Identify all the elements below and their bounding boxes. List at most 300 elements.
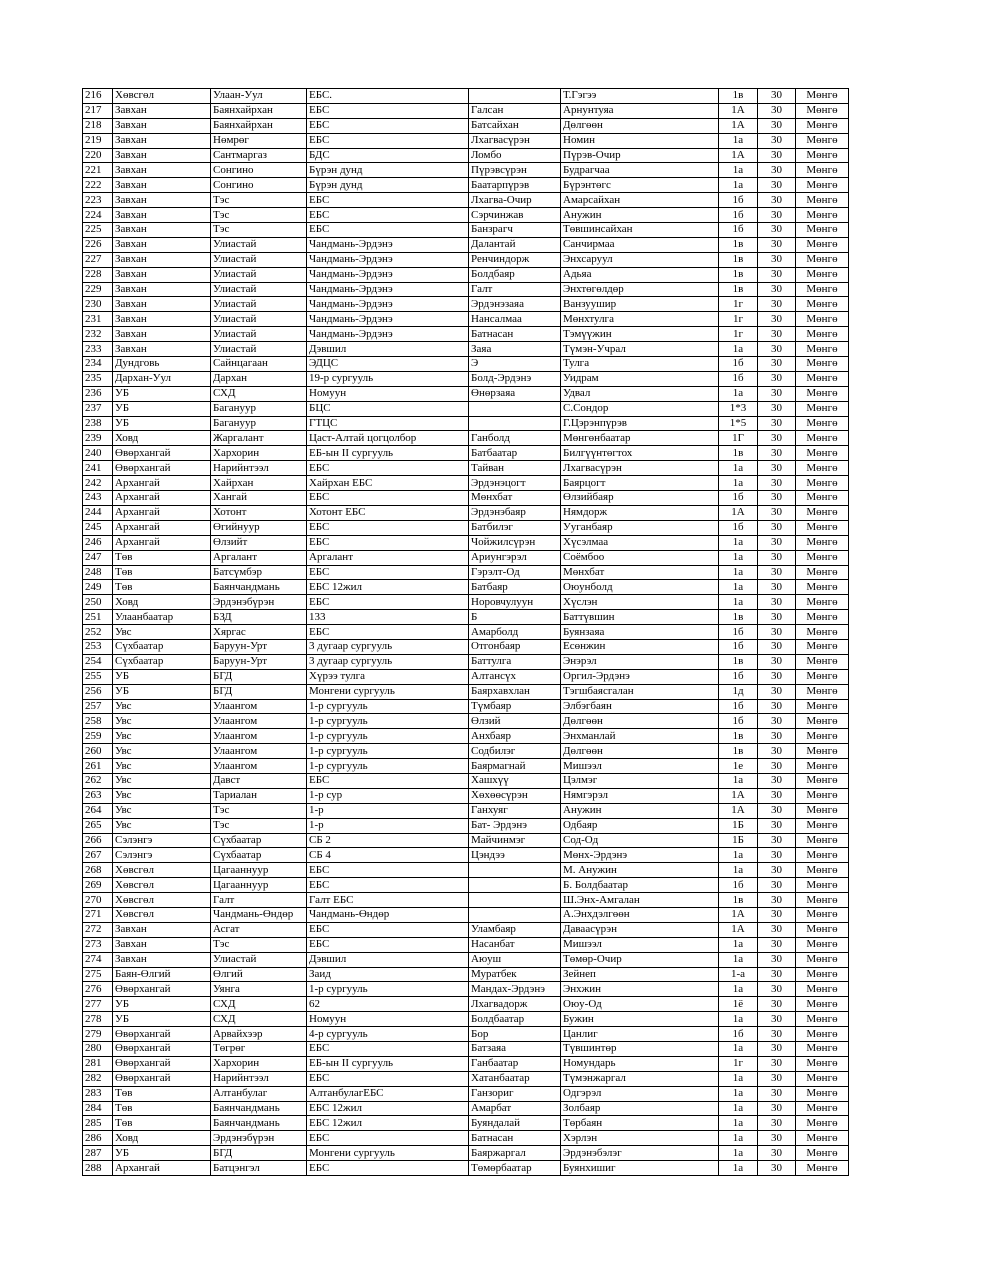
cell-score: 30 xyxy=(758,937,796,952)
cell-soum-district: Улаангом xyxy=(211,759,307,774)
cell-soum-district: Сонгино xyxy=(211,178,307,193)
table-row xyxy=(83,1012,849,1027)
cell-parent-name: Болдбаатар xyxy=(469,1012,561,1027)
table-row xyxy=(83,252,849,267)
cell-student-name: Адьяа xyxy=(561,267,719,282)
table-row xyxy=(83,401,849,416)
cell-medal: Мөнгө xyxy=(796,342,849,357)
cell-medal: Мөнгө xyxy=(796,550,849,565)
cell-province: Увс xyxy=(113,744,211,759)
cell-medal: Мөнгө xyxy=(796,1101,849,1116)
table-row xyxy=(83,237,849,252)
cell-class: 1в xyxy=(719,252,758,267)
cell-medal: Мөнгө xyxy=(796,312,849,327)
cell-row-number: 272 xyxy=(83,922,113,937)
cell-class: 1а xyxy=(719,863,758,878)
cell-row-number: 252 xyxy=(83,625,113,640)
cell-province: Дундговь xyxy=(113,357,211,372)
cell-soum-district: СХД xyxy=(211,386,307,401)
cell-soum-district: БГД xyxy=(211,684,307,699)
cell-medal: Мөнгө xyxy=(796,907,849,922)
cell-medal: Мөнгө xyxy=(796,446,849,461)
cell-soum-district: Өлзийт xyxy=(211,535,307,550)
cell-class: 1в xyxy=(719,610,758,625)
cell-parent-name: Сэрчинжав xyxy=(469,208,561,223)
cell-soum-district: Улаангом xyxy=(211,729,307,744)
cell-score: 30 xyxy=(758,386,796,401)
cell-school: 1-р сур xyxy=(307,788,469,803)
cell-medal: Мөнгө xyxy=(796,669,849,684)
cell-medal: Мөнгө xyxy=(796,148,849,163)
cell-class: 1а xyxy=(719,937,758,952)
cell-score: 30 xyxy=(758,684,796,699)
table-row xyxy=(83,967,849,982)
cell-score: 30 xyxy=(758,446,796,461)
cell-soum-district: Жаргалант xyxy=(211,431,307,446)
cell-class: 1б xyxy=(719,491,758,506)
cell-parent-name: Б xyxy=(469,610,561,625)
cell-school: 1-р сургууль xyxy=(307,982,469,997)
cell-student-name: Бужин xyxy=(561,1012,719,1027)
cell-row-number: 230 xyxy=(83,297,113,312)
table-row xyxy=(83,535,849,550)
table-row xyxy=(83,818,849,833)
cell-school: БДС xyxy=(307,148,469,163)
cell-row-number: 241 xyxy=(83,461,113,476)
cell-medal: Мөнгө xyxy=(796,1056,849,1071)
cell-soum-district: Нөмрөг xyxy=(211,133,307,148)
cell-score: 30 xyxy=(758,312,796,327)
cell-medal: Мөнгө xyxy=(796,476,849,491)
cell-parent-name xyxy=(469,878,561,893)
cell-medal: Мөнгө xyxy=(796,386,849,401)
cell-province: Сүхбаатар xyxy=(113,639,211,654)
cell-school: Хайрхан ЕБС xyxy=(307,476,469,491)
cell-row-number: 233 xyxy=(83,342,113,357)
cell-parent-name: Ариунгэрэл xyxy=(469,550,561,565)
cell-row-number: 258 xyxy=(83,714,113,729)
cell-soum-district: Давст xyxy=(211,773,307,788)
table-row xyxy=(83,937,849,952)
cell-soum-district: Алтанбулаг xyxy=(211,1086,307,1101)
cell-row-number: 277 xyxy=(83,997,113,1012)
cell-score: 30 xyxy=(758,520,796,535)
cell-score: 30 xyxy=(758,327,796,342)
cell-class: 1а xyxy=(719,952,758,967)
cell-soum-district: СХД xyxy=(211,1012,307,1027)
cell-student-name: Номундарь xyxy=(561,1056,719,1071)
table-row xyxy=(83,1116,849,1131)
cell-province: Сэлэнгэ xyxy=(113,848,211,863)
cell-soum-district: Сүхбаатар xyxy=(211,833,307,848)
cell-class: 1в xyxy=(719,744,758,759)
cell-province: Завхан xyxy=(113,922,211,937)
table-row xyxy=(83,550,849,565)
table-row xyxy=(83,208,849,223)
table-row xyxy=(83,103,849,118)
cell-student-name: Энхманлай xyxy=(561,729,719,744)
cell-province: Завхан xyxy=(113,163,211,178)
cell-province: Сэлэнгэ xyxy=(113,833,211,848)
cell-row-number: 281 xyxy=(83,1056,113,1071)
cell-score: 30 xyxy=(758,89,796,104)
cell-class: 1б xyxy=(719,193,758,208)
cell-score: 30 xyxy=(758,342,796,357)
cell-score: 30 xyxy=(758,237,796,252)
cell-class: 1а xyxy=(719,1146,758,1161)
cell-row-number: 220 xyxy=(83,148,113,163)
cell-school: Галт ЕБС xyxy=(307,893,469,908)
cell-soum-district: Улиастай xyxy=(211,312,307,327)
cell-province: Увс xyxy=(113,729,211,744)
cell-score: 30 xyxy=(758,580,796,595)
cell-province: Завхан xyxy=(113,237,211,252)
cell-parent-name: Чойжилсүрэн xyxy=(469,535,561,550)
cell-school: Чандмань-Эрдэнэ xyxy=(307,237,469,252)
cell-school: СБ 4 xyxy=(307,848,469,863)
cell-row-number: 263 xyxy=(83,788,113,803)
cell-school: 1-р xyxy=(307,803,469,818)
cell-row-number: 224 xyxy=(83,208,113,223)
cell-student-name: Буянхишиг xyxy=(561,1161,719,1176)
cell-medal: Мөнгө xyxy=(796,327,849,342)
cell-parent-name: Аюуш xyxy=(469,952,561,967)
cell-student-name: Тэмүүжин xyxy=(561,327,719,342)
cell-class: 1А xyxy=(719,803,758,818)
cell-class: 1а xyxy=(719,386,758,401)
cell-row-number: 226 xyxy=(83,237,113,252)
cell-class: 1а xyxy=(719,1101,758,1116)
cell-parent-name: Эрдэнэцогт xyxy=(469,476,561,491)
cell-medal: Мөнгө xyxy=(796,952,849,967)
cell-row-number: 259 xyxy=(83,729,113,744)
cell-student-name: Ванзуушир xyxy=(561,297,719,312)
cell-score: 30 xyxy=(758,759,796,774)
cell-parent-name: Лхагвасүрэн xyxy=(469,133,561,148)
cell-school: Дэвшил xyxy=(307,342,469,357)
cell-class: 1а xyxy=(719,163,758,178)
cell-row-number: 285 xyxy=(83,1116,113,1131)
cell-province: Ховд xyxy=(113,595,211,610)
cell-parent-name: Мандах-Эрдэнэ xyxy=(469,982,561,997)
cell-class: 1а xyxy=(719,982,758,997)
cell-parent-name xyxy=(469,401,561,416)
cell-student-name: Энхжин xyxy=(561,982,719,997)
cell-province: Увс xyxy=(113,803,211,818)
cell-province: Увс xyxy=(113,818,211,833)
cell-soum-district: Хангай xyxy=(211,491,307,506)
cell-student-name: Тэгшбаясгалан xyxy=(561,684,719,699)
cell-student-name: Б. Болдбаатар xyxy=(561,878,719,893)
cell-medal: Мөнгө xyxy=(796,654,849,669)
cell-row-number: 265 xyxy=(83,818,113,833)
cell-score: 30 xyxy=(758,625,796,640)
cell-score: 30 xyxy=(758,505,796,520)
cell-parent-name: Батбаатар xyxy=(469,446,561,461)
cell-student-name: Өлзийбаяр xyxy=(561,491,719,506)
cell-school: ЕБС xyxy=(307,208,469,223)
table-row xyxy=(83,520,849,535)
cell-province: УБ xyxy=(113,401,211,416)
cell-score: 30 xyxy=(758,773,796,788)
cell-score: 30 xyxy=(758,595,796,610)
cell-medal: Мөнгө xyxy=(796,1071,849,1086)
cell-row-number: 244 xyxy=(83,505,113,520)
cell-medal: Мөнгө xyxy=(796,1131,849,1146)
table-row xyxy=(83,773,849,788)
cell-class: 1а xyxy=(719,595,758,610)
cell-province: Хөвсгөл xyxy=(113,907,211,922)
cell-province: Увс xyxy=(113,699,211,714)
cell-class: 1б xyxy=(719,208,758,223)
cell-soum-district: Дархан xyxy=(211,371,307,386)
cell-class: 1*5 xyxy=(719,416,758,431)
cell-medal: Мөнгө xyxy=(796,237,849,252)
table-row xyxy=(83,907,849,922)
table-row xyxy=(83,431,849,446)
cell-province: Архангай xyxy=(113,1161,211,1176)
cell-medal: Мөнгө xyxy=(796,520,849,535)
table-row xyxy=(83,416,849,431)
cell-score: 30 xyxy=(758,416,796,431)
cell-soum-district: Баруун-Урт xyxy=(211,654,307,669)
cell-province: Баян-Өлгий xyxy=(113,967,211,982)
cell-parent-name: Хашхүү xyxy=(469,773,561,788)
table-row xyxy=(83,1086,849,1101)
cell-score: 30 xyxy=(758,669,796,684)
table-row xyxy=(83,714,849,729)
cell-school: ЕБС xyxy=(307,103,469,118)
cell-score: 30 xyxy=(758,401,796,416)
cell-class: 1Г xyxy=(719,431,758,446)
cell-class: 1б xyxy=(719,699,758,714)
cell-class: 1б xyxy=(719,878,758,893)
cell-row-number: 217 xyxy=(83,103,113,118)
cell-medal: Мөнгө xyxy=(796,759,849,774)
cell-school: Заид xyxy=(307,967,469,982)
cell-medal: Мөнгө xyxy=(796,282,849,297)
cell-parent-name: Насанбат xyxy=(469,937,561,952)
cell-soum-district: Нарийнтээл xyxy=(211,1071,307,1086)
cell-parent-name xyxy=(469,89,561,104)
cell-row-number: 248 xyxy=(83,565,113,580)
cell-row-number: 276 xyxy=(83,982,113,997)
cell-class: 1а xyxy=(719,580,758,595)
cell-medal: Мөнгө xyxy=(796,193,849,208)
cell-student-name: М. Анужин xyxy=(561,863,719,878)
cell-student-name: Лхагвасүрэн xyxy=(561,461,719,476)
cell-province: Архангай xyxy=(113,491,211,506)
cell-student-name: Анужин xyxy=(561,803,719,818)
cell-school: ЭДЦС xyxy=(307,357,469,372)
cell-parent-name: Анхбаяр xyxy=(469,729,561,744)
cell-soum-district: Өгийнуур xyxy=(211,520,307,535)
cell-medal: Мөнгө xyxy=(796,818,849,833)
cell-student-name: Оюу-Од xyxy=(561,997,719,1012)
cell-score: 30 xyxy=(758,803,796,818)
cell-soum-district: Сайнцагаан xyxy=(211,357,307,372)
cell-province: Архангай xyxy=(113,476,211,491)
cell-parent-name: Ломбо xyxy=(469,148,561,163)
cell-soum-district: Баянхайрхан xyxy=(211,103,307,118)
cell-class: 1а xyxy=(719,550,758,565)
cell-soum-district: Хархорин xyxy=(211,446,307,461)
table-row xyxy=(83,371,849,386)
cell-student-name: Энэрэл xyxy=(561,654,719,669)
cell-score: 30 xyxy=(758,252,796,267)
table-row xyxy=(83,684,849,699)
table-row xyxy=(83,654,849,669)
cell-soum-district: Цагааннуур xyxy=(211,878,307,893)
cell-soum-district: Хархорин xyxy=(211,1056,307,1071)
cell-student-name: Нямгэрэл xyxy=(561,788,719,803)
cell-soum-district: Тэс xyxy=(211,193,307,208)
cell-parent-name: Өлзий xyxy=(469,714,561,729)
cell-row-number: 280 xyxy=(83,1042,113,1057)
cell-score: 30 xyxy=(758,1056,796,1071)
cell-province: УБ xyxy=(113,1146,211,1161)
cell-class: 1а xyxy=(719,178,758,193)
cell-row-number: 275 xyxy=(83,967,113,982)
cell-row-number: 246 xyxy=(83,535,113,550)
table-row xyxy=(83,863,849,878)
cell-class: 1в xyxy=(719,654,758,669)
cell-student-name: С.Сондор xyxy=(561,401,719,416)
cell-medal: Мөнгө xyxy=(796,178,849,193)
cell-student-name: Хүслэн xyxy=(561,595,719,610)
cell-parent-name: Галсан xyxy=(469,103,561,118)
cell-score: 30 xyxy=(758,699,796,714)
cell-parent-name: Пүрэвсүрэн xyxy=(469,163,561,178)
cell-parent-name: Галт xyxy=(469,282,561,297)
cell-medal: Мөнгө xyxy=(796,252,849,267)
cell-class: 1б xyxy=(719,1027,758,1042)
cell-soum-district: Эрдэнэбүрэн xyxy=(211,1131,307,1146)
cell-province: Завхан xyxy=(113,103,211,118)
cell-school: ЕБС xyxy=(307,922,469,937)
cell-class: 1б xyxy=(719,357,758,372)
table-row xyxy=(83,148,849,163)
cell-row-number: 239 xyxy=(83,431,113,446)
cell-score: 30 xyxy=(758,714,796,729)
table-row xyxy=(83,833,849,848)
cell-province: УБ xyxy=(113,1012,211,1027)
cell-class: 1-а xyxy=(719,967,758,982)
cell-student-name: Амарсайхан xyxy=(561,193,719,208)
cell-province: Завхан xyxy=(113,937,211,952)
cell-parent-name: Буяндалай xyxy=(469,1116,561,1131)
cell-row-number: 247 xyxy=(83,550,113,565)
cell-soum-district: Төгрөг xyxy=(211,1042,307,1057)
cell-school: Чандмань-Эрдэнэ xyxy=(307,297,469,312)
cell-row-number: 288 xyxy=(83,1161,113,1176)
cell-student-name: Элбэгбаян xyxy=(561,699,719,714)
cell-soum-district: Хяргас xyxy=(211,625,307,640)
cell-medal: Мөнгө xyxy=(796,431,849,446)
cell-school: ЕБС xyxy=(307,937,469,952)
table-row xyxy=(83,788,849,803)
cell-province: Увс xyxy=(113,759,211,774)
cell-medal: Мөнгө xyxy=(796,1146,849,1161)
results-table xyxy=(82,88,849,1176)
cell-class: 1*3 xyxy=(719,401,758,416)
cell-school: ЕБС. xyxy=(307,89,469,104)
cell-soum-district: Тариалан xyxy=(211,788,307,803)
cell-parent-name: Бат- Эрдэнэ xyxy=(469,818,561,833)
cell-row-number: 269 xyxy=(83,878,113,893)
cell-student-name: Дөлгөөн xyxy=(561,714,719,729)
cell-student-name: Бүрэнтөгс xyxy=(561,178,719,193)
cell-school: Дэвшил xyxy=(307,952,469,967)
cell-parent-name: Баярмагнай xyxy=(469,759,561,774)
cell-parent-name: Содбилэг xyxy=(469,744,561,759)
cell-parent-name: Баярхавхлан xyxy=(469,684,561,699)
table-row xyxy=(83,893,849,908)
cell-school: Монгени сургууль xyxy=(307,1146,469,1161)
cell-province: Төв xyxy=(113,580,211,595)
cell-class: 1б xyxy=(719,669,758,684)
cell-medal: Мөнгө xyxy=(796,803,849,818)
cell-province: Төв xyxy=(113,1086,211,1101)
cell-row-number: 236 xyxy=(83,386,113,401)
cell-class: 1А xyxy=(719,118,758,133)
cell-class: 1а xyxy=(719,1086,758,1101)
cell-school: Бүрэн дунд xyxy=(307,178,469,193)
cell-medal: Мөнгө xyxy=(796,937,849,952)
cell-parent-name: Отгонбаяр xyxy=(469,639,561,654)
cell-province: Төв xyxy=(113,1101,211,1116)
cell-row-number: 279 xyxy=(83,1027,113,1042)
cell-parent-name: Майчинмэг xyxy=(469,833,561,848)
cell-row-number: 255 xyxy=(83,669,113,684)
cell-soum-district: Хайрхан xyxy=(211,476,307,491)
cell-parent-name: Бор xyxy=(469,1027,561,1042)
cell-school: ЕБ-ын II сургууль xyxy=(307,446,469,461)
cell-province: Улаанбаатар xyxy=(113,610,211,625)
cell-class: 1а xyxy=(719,133,758,148)
table-row xyxy=(83,476,849,491)
cell-class: 1А xyxy=(719,907,758,922)
cell-student-name: Энхтөгөлдөр xyxy=(561,282,719,297)
cell-medal: Мөнгө xyxy=(796,684,849,699)
cell-parent-name: Батзаяа xyxy=(469,1042,561,1057)
cell-medal: Мөнгө xyxy=(796,505,849,520)
cell-province: Архангай xyxy=(113,505,211,520)
cell-score: 30 xyxy=(758,833,796,848)
cell-class: 1в xyxy=(719,237,758,252)
cell-school: ЕБС xyxy=(307,491,469,506)
table-row xyxy=(83,282,849,297)
cell-province: Дархан-Уул xyxy=(113,371,211,386)
cell-province: Увс xyxy=(113,773,211,788)
cell-parent-name: Ганболд xyxy=(469,431,561,446)
table-body xyxy=(83,89,849,1176)
cell-student-name: Хүсэлмаа xyxy=(561,535,719,550)
cell-parent-name: Ганхуяг xyxy=(469,803,561,818)
table-row xyxy=(83,386,849,401)
cell-class: 1а xyxy=(719,773,758,788)
cell-medal: Мөнгө xyxy=(796,1161,849,1176)
cell-province: Ховд xyxy=(113,431,211,446)
table-row xyxy=(83,997,849,1012)
cell-student-name: Цанлиг xyxy=(561,1027,719,1042)
cell-province: УБ xyxy=(113,416,211,431)
cell-province: Завхан xyxy=(113,952,211,967)
cell-score: 30 xyxy=(758,565,796,580)
cell-score: 30 xyxy=(758,967,796,982)
cell-soum-district: Улиастай xyxy=(211,297,307,312)
cell-medal: Мөнгө xyxy=(796,208,849,223)
